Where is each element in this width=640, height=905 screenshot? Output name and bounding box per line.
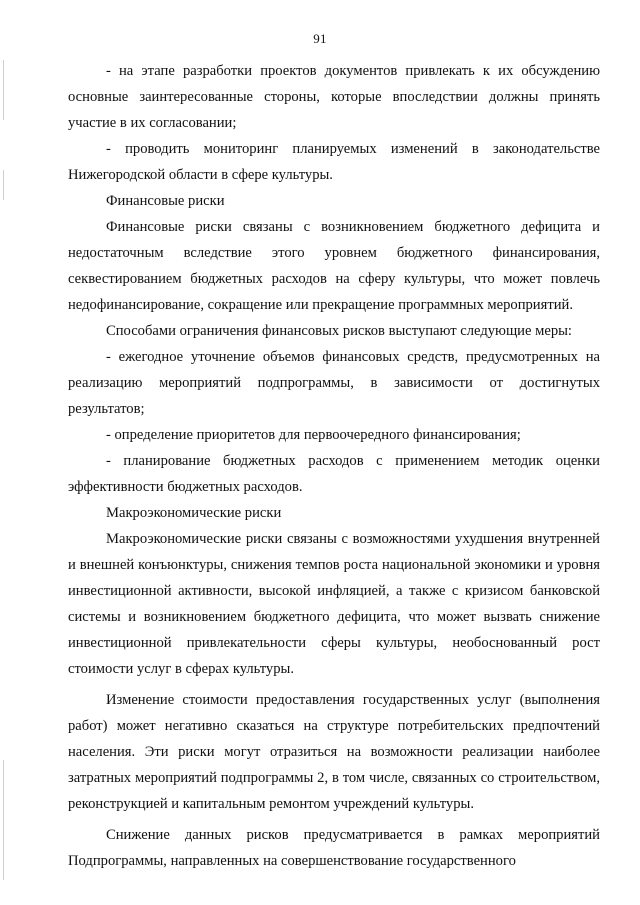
paragraph-stakeholders: - на этапе разработки проектов документов привлекать к их обсуждению основные заинтересованные стороны, которые впоследствии должны принять участие в их согласовании; [68, 63, 600, 131]
page-number: 91 [313, 31, 327, 46]
scan-edge-mark [3, 170, 4, 200]
scan-edge-mark [3, 60, 4, 120]
paragraph-financial-risks: Финансовые риски связаны с возникновением бюджетного дефицита и недостаточным вследствие этого уровнем бюджетного финансирования, секвестированием бюджетных расходов на сферу культуры, что может повлечь недофинансирование, сокращение или прекращение программных мероприятий. [68, 219, 600, 313]
paragraph-priorities: - определение приоритетов для первоочередного финансирования; [106, 427, 521, 443]
heading-macroeconomic-risks: Макроэкономические риски [106, 505, 282, 521]
document-body [68, 58, 600, 874]
paragraph-macroeconomic-risks: Макроэкономические риски связаны с возможностями ухудшения внутренней и внешней конъюнктуры, снижения темпов роста национальной экономики и уровня инвестиционной активности, высокой инфляцией, а также с кризисом банковской системы и возникновением бюджетного дефицита, что может вызвать снижение инвестиционной привлекательности сферы культуры, необоснованный рост стоимости услуг в сферах культуры. [68, 531, 600, 677]
heading-financial-risks: Финансовые риски [106, 193, 225, 209]
paragraph-budget-planning: - планирование бюджетных расходов с применением методик оценки эффективности бюджетных расходов. [68, 453, 600, 495]
paragraph-monitoring: - проводить мониторинг планируемых изменений в законодательстве Нижегородской области в сфере культуры. [68, 141, 600, 183]
paragraph-service-cost-change: Изменение стоимости предоставления государственных услуг (выполнения работ) может негативно сказаться на структуре потребительских предпочтений населения. Эти риски могут отразиться на возможности реализации наиболее затратных мероприятий подпрограммы 2, в том числе, связанных со строительством, реконструкцией и капитальным ремонтом учреждений культуры. [68, 692, 600, 812]
paragraph-risk-measures-intro: Способами ограничения финансовых рисков выступают следующие меры: [106, 323, 572, 339]
scan-edge-mark [3, 760, 4, 880]
paragraph-annual-clarification: - ежегодное уточнение объемов финансовых средств, предусмотренных на реализацию мероприятий подпрограммы, в зависимости от достигнутых результатов; [68, 349, 600, 417]
paragraph-risk-reduction: Снижение данных рисков предусматривается в рамках мероприятий Подпрограммы, направленных на совершенствование государственного [68, 827, 600, 869]
